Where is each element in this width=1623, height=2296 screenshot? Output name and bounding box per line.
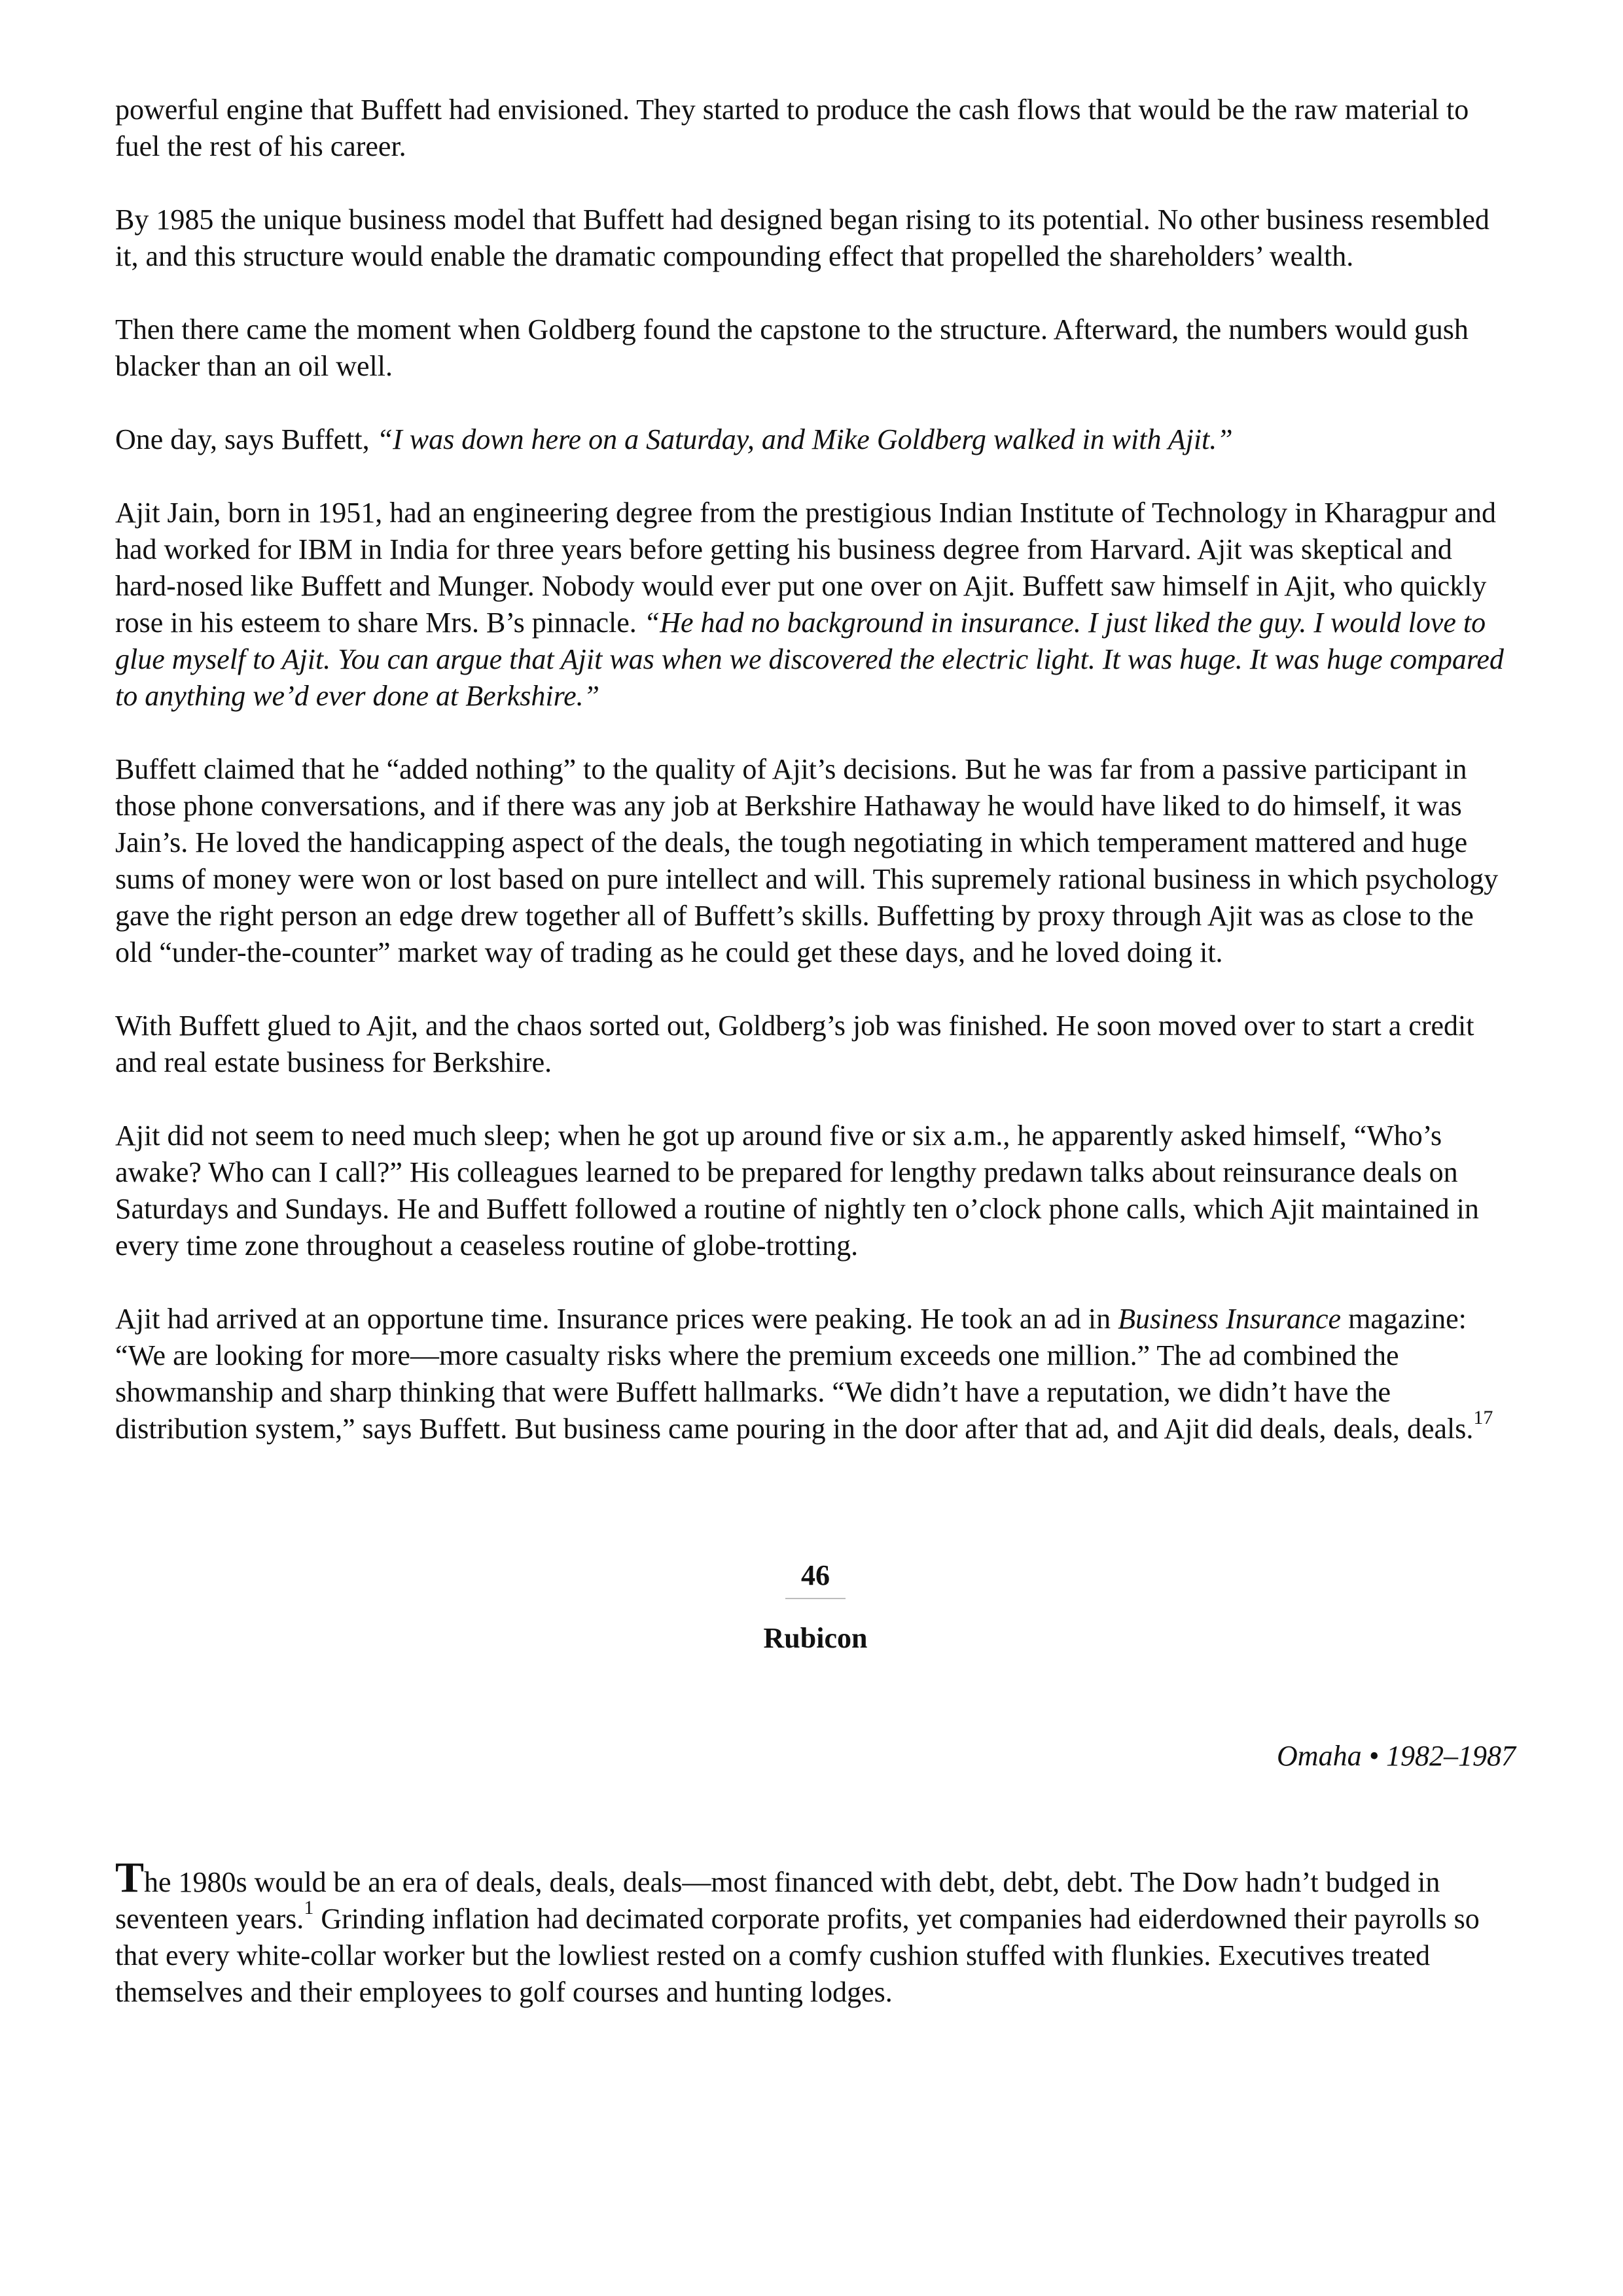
paragraph: powerful engine that Buffett had envisioned. They started to produce the cash flows that would be the raw material to fuel the rest of his career. [115, 94, 1469, 162]
paragraph-text: Grinding inflation had decimated corporate profits, yet companies had eiderdowned their payrolls so that every white-collar worker but the lowliest rested on a comfy cushion stuffed with flunkies. Executives treated themselves and their employees to golf courses and hunting lodges. [115, 1903, 1480, 2008]
paragraph [115, 1854, 1516, 2011]
chapter-title: Rubicon [763, 1622, 868, 1654]
footnote-marker: 17 [1473, 1407, 1493, 1429]
chapter-place-date: Omaha • 1982–1987 [1277, 1740, 1516, 1772]
paragraph-text: Ajit Jain, born in 1951, had an engineering degree from the prestigious Indian Institute of Technology in Kharagpur and had worked for IBM in India for three years before getting his business degree from Harvard. Ajit was skeptical and hard-nosed like Buffett and Munger. Nobody would ever put one over on Ajit. Buffett saw himself in Ajit, who quickly rose in his esteem to share Mrs. B’s pinnacle. [115, 497, 1497, 639]
paragraph: Ajit did not seem to need much sleep; when he got up around five or six a.m., he apparently asked himself, “Who’s awake? Who can I call?” His colleagues learned to be prepared for lengthy predawn talks about reinsurance deals on Saturdays and Sundays. He and Buffett followed a routine of nightly ten o’clock phone calls, which Ajit maintained in every time zone throughout a ceaseless routine of globe-trotting. [115, 1120, 1479, 1262]
paragraph-text: One day, says Buffett, [115, 423, 377, 455]
paragraph [115, 1301, 1516, 1447]
quotation: “I was down here on a Saturday, and Mike Goldberg walked in with Ajit.” [376, 423, 1233, 455]
paragraph-text: magazine: “We are looking for more—more casualty risks where the premium exceeds one million.” The ad combined the showmanship and sharp thinking that were Buffett hallmarks. “We didn’t have a reputation, we didn’t have the distribution system,” says Buffett. But business came pouring in the door after that ad, and Ajit did deals, deals, deals. [115, 1303, 1474, 1445]
paragraph: By 1985 the unique business model that Buffett had designed began rising to its potential. No other business resembled it, and this structure would enable the dramatic compounding effect that propelled the shareholders’ wealth. [115, 203, 1489, 272]
drop-cap: T [115, 1854, 145, 1901]
paragraph: Then there came the moment when Goldberg found the capstone to the structure. Afterward, the numbers would gush blacker than an oil well. [115, 313, 1469, 382]
footnote-marker: 1 [304, 1897, 314, 1919]
paragraph: With Buffett glued to Ajit, and the chaos sorted out, Goldberg’s job was finished. He soon moved over to start a credit and real estate business for Berkshire. [115, 1010, 1474, 1078]
paragraph: Buffett claimed that he “added nothing” to the quality of Ajit’s decisions. But he was far from a passive participant in those phone conversations, and if there was any job at Berkshire Hathaway he would have liked to do himself, it was Jain’s. He loved the handicapping aspect of the deals, the tough negotiating in which temperament mattered and huge sums of money were won or lost based on pure intellect and will. This supremely rational business in which psychology gave the right person an edge drew together all of Buffett’s skills. Buffetting by proxy through Ajit was as close to the old “under-the-counter” market way of trading as he could get these days, and he loved doing it. [115, 753, 1499, 968]
paragraph-text: he 1980s would be an era of deals, deals, deals—most financed with debt, debt, debt. The Dow hadn’t budged in seventeen years. [115, 1866, 1440, 1935]
paragraph-text: Ajit had arrived at an opportune time. Insurance prices were peaking. He took an ad in [115, 1303, 1118, 1335]
quotation: “He had no background in insurance. I just liked the guy. I would love to glue myself to Ajit. You can argue that Ajit was when we discovered the electric light. It was huge. It was huge compared to anything we’d ever done at Berkshire.” [115, 607, 1504, 712]
paragraph [115, 421, 1516, 458]
chapter-number: 46 [785, 1557, 846, 1599]
paragraph [115, 495, 1516, 715]
chapter-heading [115, 1557, 1516, 1599]
publication-title: Business Insurance [1118, 1303, 1342, 1335]
page [115, 92, 1516, 2011]
